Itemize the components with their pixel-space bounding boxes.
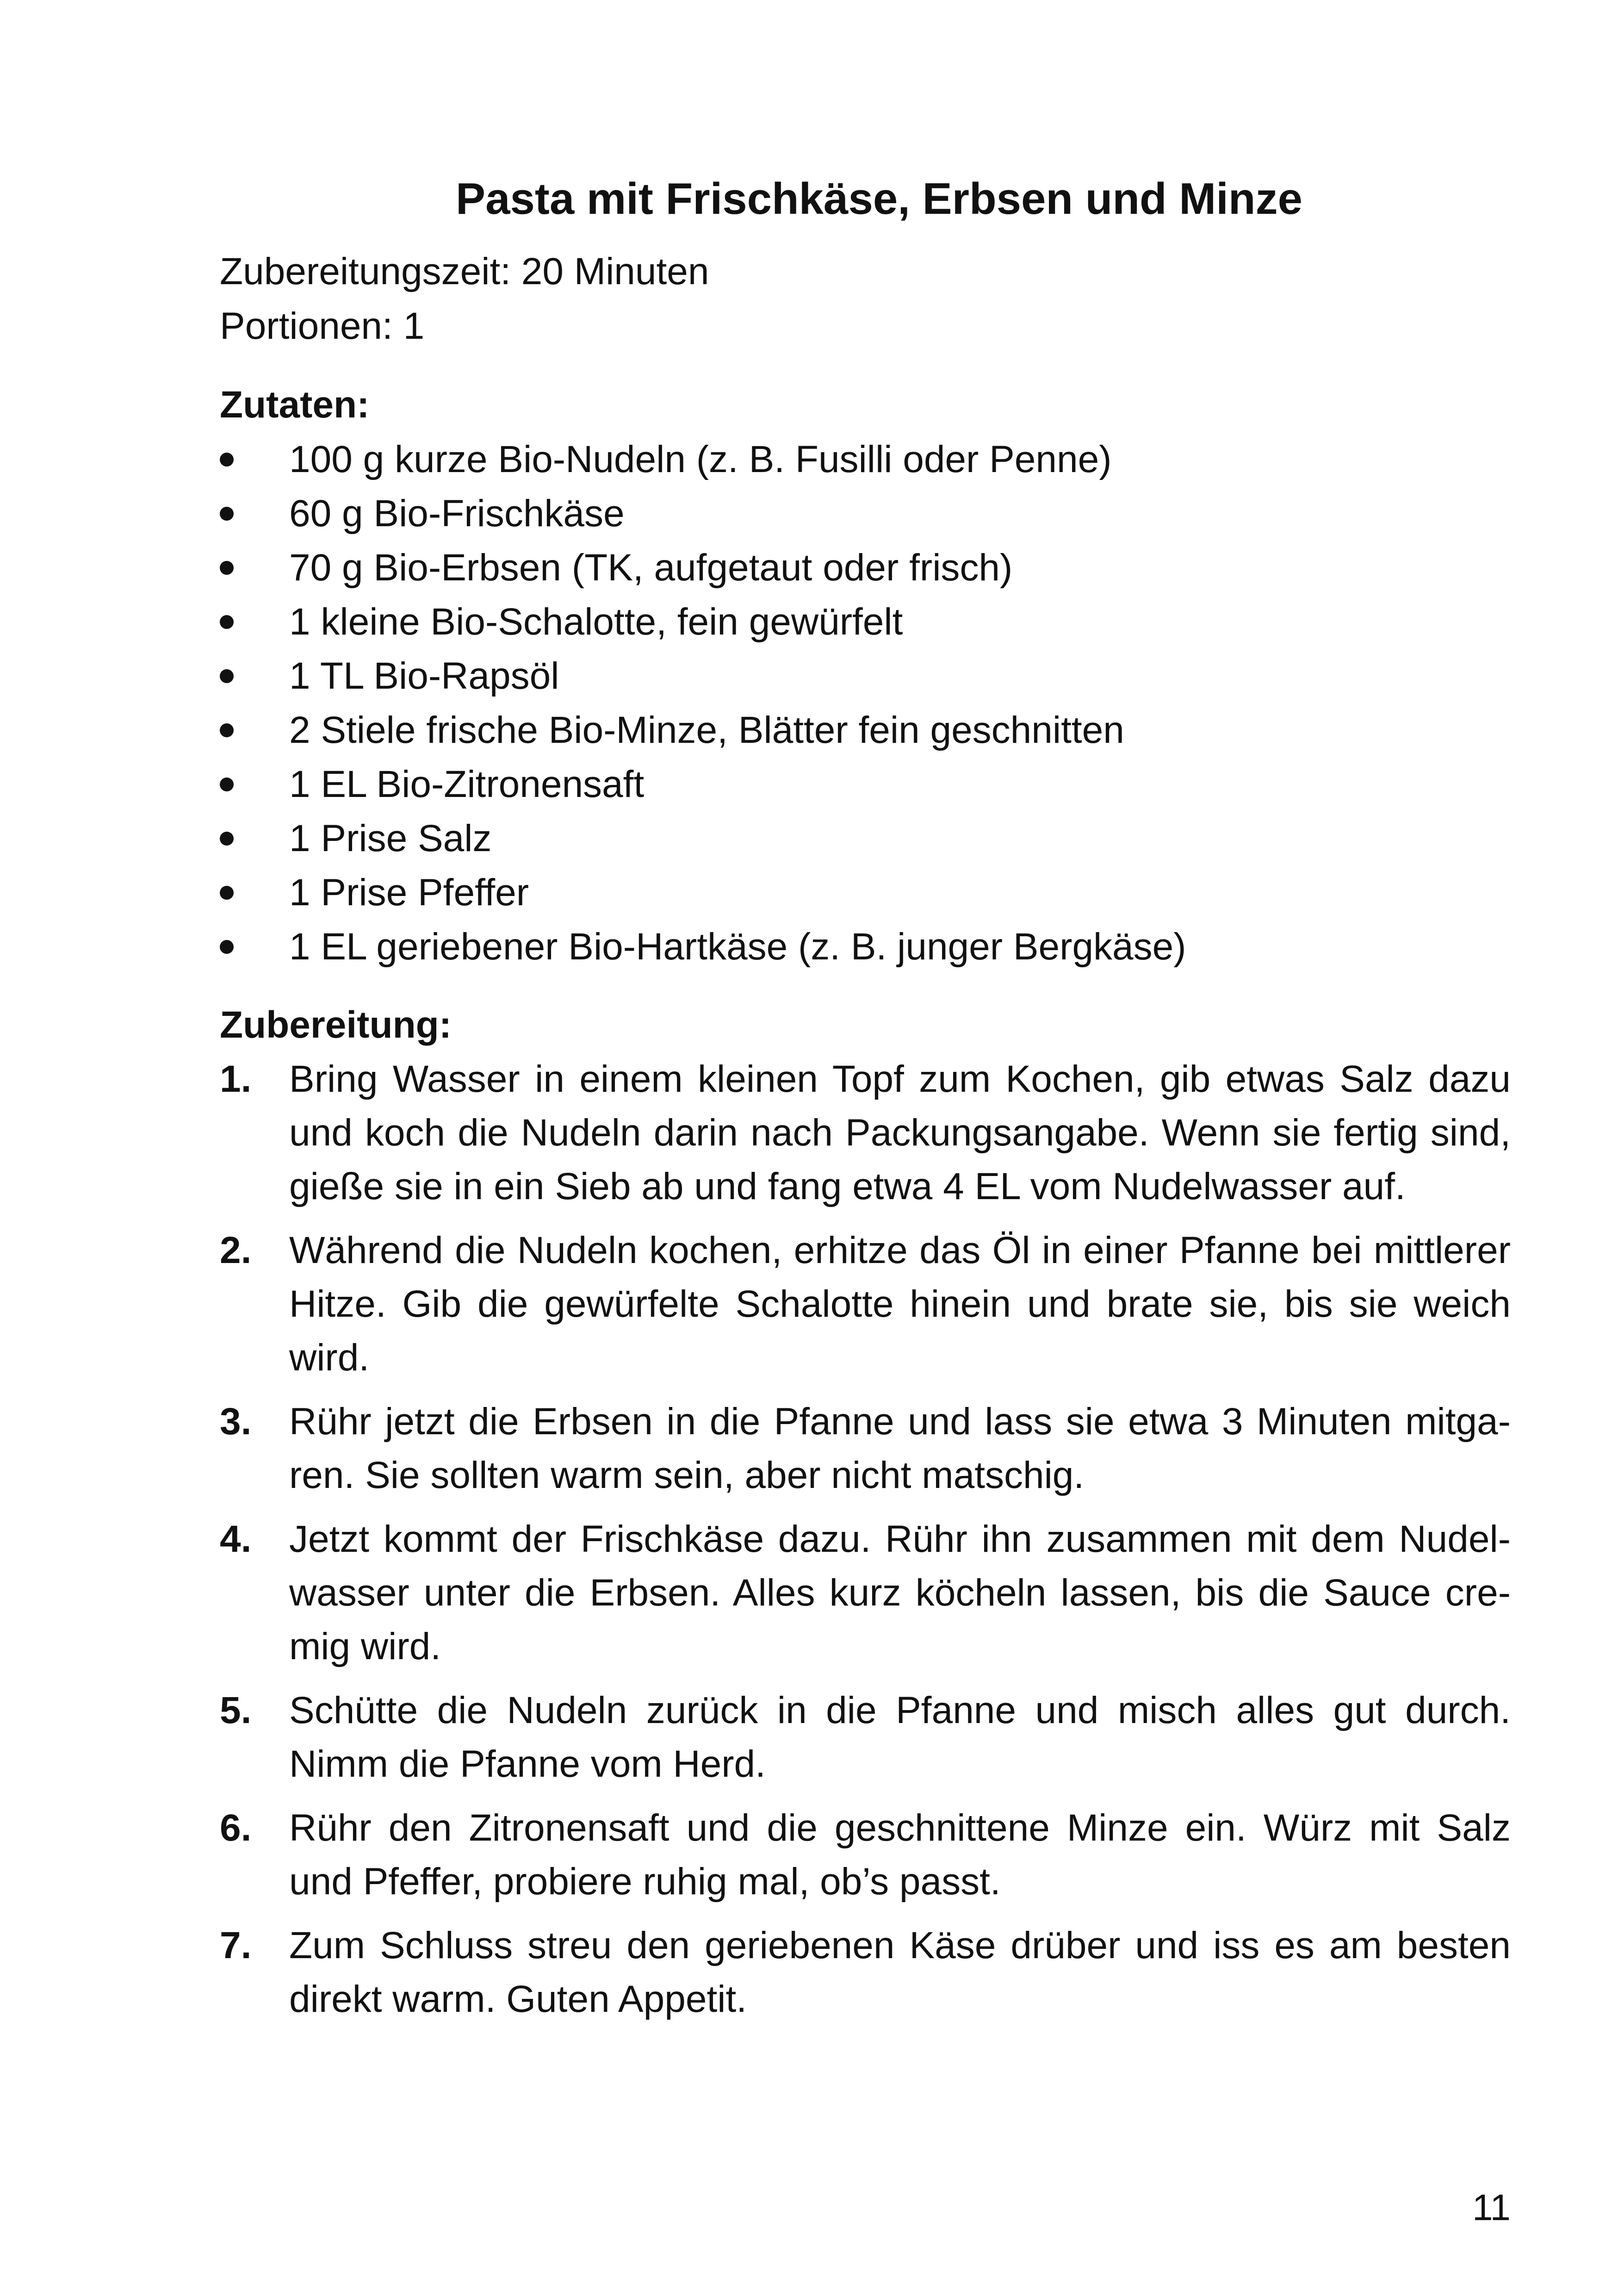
step-number: 1. [220,1058,252,1100]
ingredient-item [220,757,1511,811]
ingredient-item [220,595,1511,649]
recipe-content [220,167,1511,2036]
step-number: 3. [220,1400,252,1443]
recipe-title: Pasta mit Frischkäse, Erbsen und Minze [456,174,1302,224]
step-text: Während die Nudeln kochen, erhitze das Öl in einer Pfanne bei mittlerer Hitze. Gib die gewürfelte Schalotte hinein und brate sie, bis sie weich wird. [289,1229,1511,1379]
step-number: 2. [220,1229,252,1271]
bullet-icon [220,453,234,467]
bullet-icon [220,669,234,683]
ingredient-item [220,865,1511,920]
step-item [220,1684,1511,1791]
step-text: Jetzt kommt der Frischkäse dazu. Rühr ihn zusammen mit dem Nudelwasser unter die Erbsen. Alles kurz köcheln lassen, bis die Sauce cremig wird. [289,1518,1511,1668]
ingredient-text: 1 Prise Pfeffer [289,871,529,914]
ingredient-text: 1 Prise Salz [289,817,492,859]
bullet-icon [220,832,234,846]
bullet-icon [220,778,234,791]
step-item [220,1919,1511,2026]
bullet-icon [220,886,234,900]
ingredient-text: 70 g Bio-Erbsen (TK, aufgetaut oder frisch) [289,547,1013,589]
step-number: 6. [220,1807,252,1849]
step-item [220,1224,1511,1385]
ingredient-text: 1 TL Bio-Rapsöl [289,655,559,697]
ingredient-text: 1 EL Bio-Zitronensaft [289,763,645,805]
ingredient-text: 100 g kurze Bio-Nudeln (z. B. Fusilli oder Penne) [289,438,1112,480]
prep-time: Zubereitungszeit: 20 Minuten [220,250,709,292]
ingredient-item [220,703,1511,757]
ingredient-text: 60 g Bio-Frischkäse [289,492,625,535]
step-text: Zum Schluss streu den geriebenen Käse drüber und iss es am besten direkt warm. Guten Appetit. [289,1924,1511,2020]
ingredient-item [220,649,1511,703]
bullet-icon [220,615,234,629]
bullet-icon [220,507,234,521]
ingredient-item [220,486,1511,541]
recipe-meta [220,244,1511,354]
bullet-icon [220,561,234,575]
step-number: 5. [220,1689,252,1731]
ingredients-heading: Zutaten: [220,384,370,426]
step-number: 4. [220,1518,252,1560]
bullet-icon [220,940,234,954]
ingredient-item [220,541,1511,595]
ingredient-item [220,432,1511,486]
steps-list [220,1052,1511,2026]
step-text: Rühr den Zitronensaft und die geschnittene Minze ein. Würz mit Salz und Pfeffer, probiere ruhig mal, ob’s passt. [289,1807,1511,1903]
ingredient-item [220,811,1511,865]
step-text: Rühr jetzt die Erbsen in die Pfanne und lass sie etwa 3 Minuten mitgaren. Sie sollten warm sein, aber nicht matschig. [289,1400,1511,1496]
step-item [220,1512,1511,1674]
step-text: Schütte die Nudeln zurück in die Pfanne und misch alles gut durch. Nimm die Pfanne vom Herd. [289,1689,1511,1785]
ingredient-text: 1 EL geriebener Bio-Hartkäse (z. B. junger Bergkäse) [289,926,1186,968]
page-number: 11 [1472,2187,1511,2228]
servings: Portionen: 1 [220,305,425,347]
step-item [220,1801,1511,1909]
step-item [220,1052,1511,1213]
ingredient-item [220,920,1511,974]
bullet-icon [220,723,234,737]
step-number: 7. [220,1924,252,1966]
ingredients-list [220,432,1511,974]
step-item [220,1395,1511,1502]
steps-heading: Zubereitung: [220,1004,452,1046]
ingredient-text: 1 kleine Bio-Schalotte, fein gewürfelt [289,601,903,643]
step-text: Bring Wasser in einem kleinen Topf zum Kochen, gib etwas Salz dazu und koch die Nudeln darin nach Packungsangabe. Wenn sie fertig sind, gieße sie in ein Sieb ab und fang etwa 4 EL vom Nudelwasser auf. [289,1058,1511,1207]
ingredient-text: 2 Stiele frische Bio-Minze, Blätter fein geschnitten [289,709,1124,751]
